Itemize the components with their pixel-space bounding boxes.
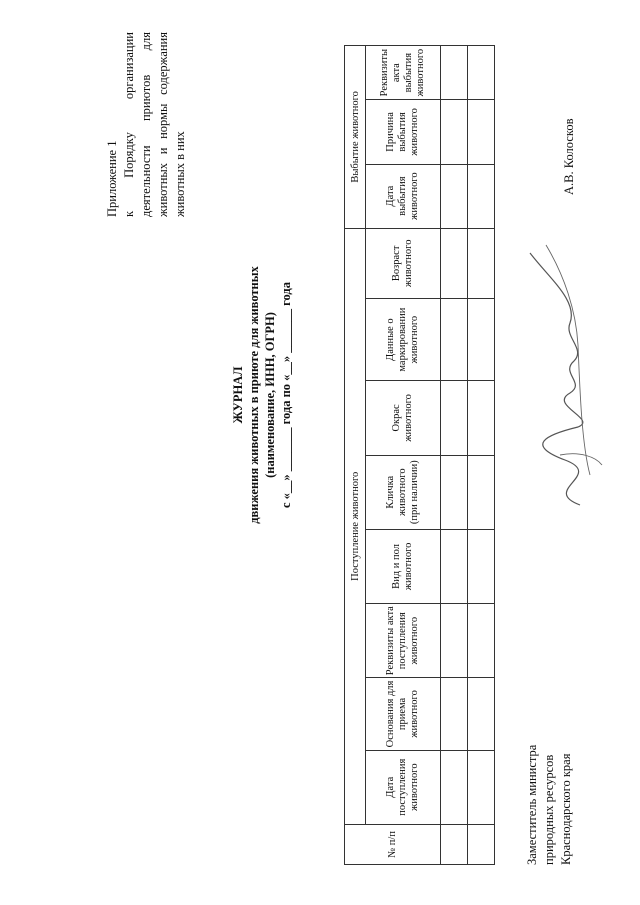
table-column-header-row [366,46,441,865]
position-line: природных ресурсов [542,754,556,865]
table-cell [468,46,495,100]
table-cell [468,824,495,864]
position-line: Краснодарского края [559,753,573,865]
table-cell [468,298,495,380]
signer-name: А.В. Колосков [562,118,576,195]
header-intake-date: Дата поступления животного [366,750,441,824]
table-cell [441,46,468,100]
header-color: Окрас животного [366,381,441,455]
table-group-header-row [345,46,366,865]
table-cell [468,750,495,824]
table-cell [468,228,495,298]
table-cell [468,678,495,750]
table-cell [468,164,495,228]
header-outgo-reason: Причина выбытия животного [366,100,441,164]
table-cell [468,100,495,164]
group-intake: Поступление животного [345,228,366,824]
journal-table [344,45,495,865]
table-cell [441,604,468,678]
table-cell [441,824,468,864]
table-cell [441,529,468,603]
journal-title: ЖУРНАЛ [231,366,245,424]
header-intake-basis: Основания для приема животного [366,678,441,750]
header-outgo-act: Реквизиты акта выбытия животного [366,46,441,100]
header-num: № п/п [345,824,441,864]
table-cell [468,604,495,678]
journal-subtitle: движения животных в приюте для животных [247,266,261,524]
header-species-sex: Вид и пол животного [366,529,441,603]
position-line: Заместитель министра [525,744,539,865]
appendix-title: Приложение 1 [105,140,119,217]
table-cell [441,228,468,298]
journal-period-line: с «__» _______ года по «__» _______ года [279,281,293,509]
header-marking: Данные о маркировании животного [366,298,441,380]
appendix-text: к Порядку организации деятельности приютов для животных и нормы содержания животных в них [122,32,187,217]
journal-heading [230,185,294,605]
header-outgo-date: Дата выбытия животного [366,164,441,228]
table-cell [441,100,468,164]
table-row [441,46,468,865]
handwritten-signature [520,235,610,515]
table-cell [441,164,468,228]
header-nickname: Кличка животного (при наличии) [366,455,441,529]
table-cell [441,678,468,750]
table-cell [441,381,468,455]
table-cell [441,455,468,529]
table-cell [468,381,495,455]
table-cell [468,455,495,529]
table-cell [468,529,495,603]
table-cell [441,298,468,380]
appendix-header [104,32,189,217]
table-row [468,46,495,865]
minister-position [524,665,575,865]
header-age: Возраст животного [366,228,441,298]
table-cell [441,750,468,824]
journal-org-line: (наименование, ИНН, ОГРН) [263,312,277,478]
group-outgo: Выбытие животного [345,46,366,229]
header-intake-act: Реквизиты акта поступления животного [366,604,441,678]
